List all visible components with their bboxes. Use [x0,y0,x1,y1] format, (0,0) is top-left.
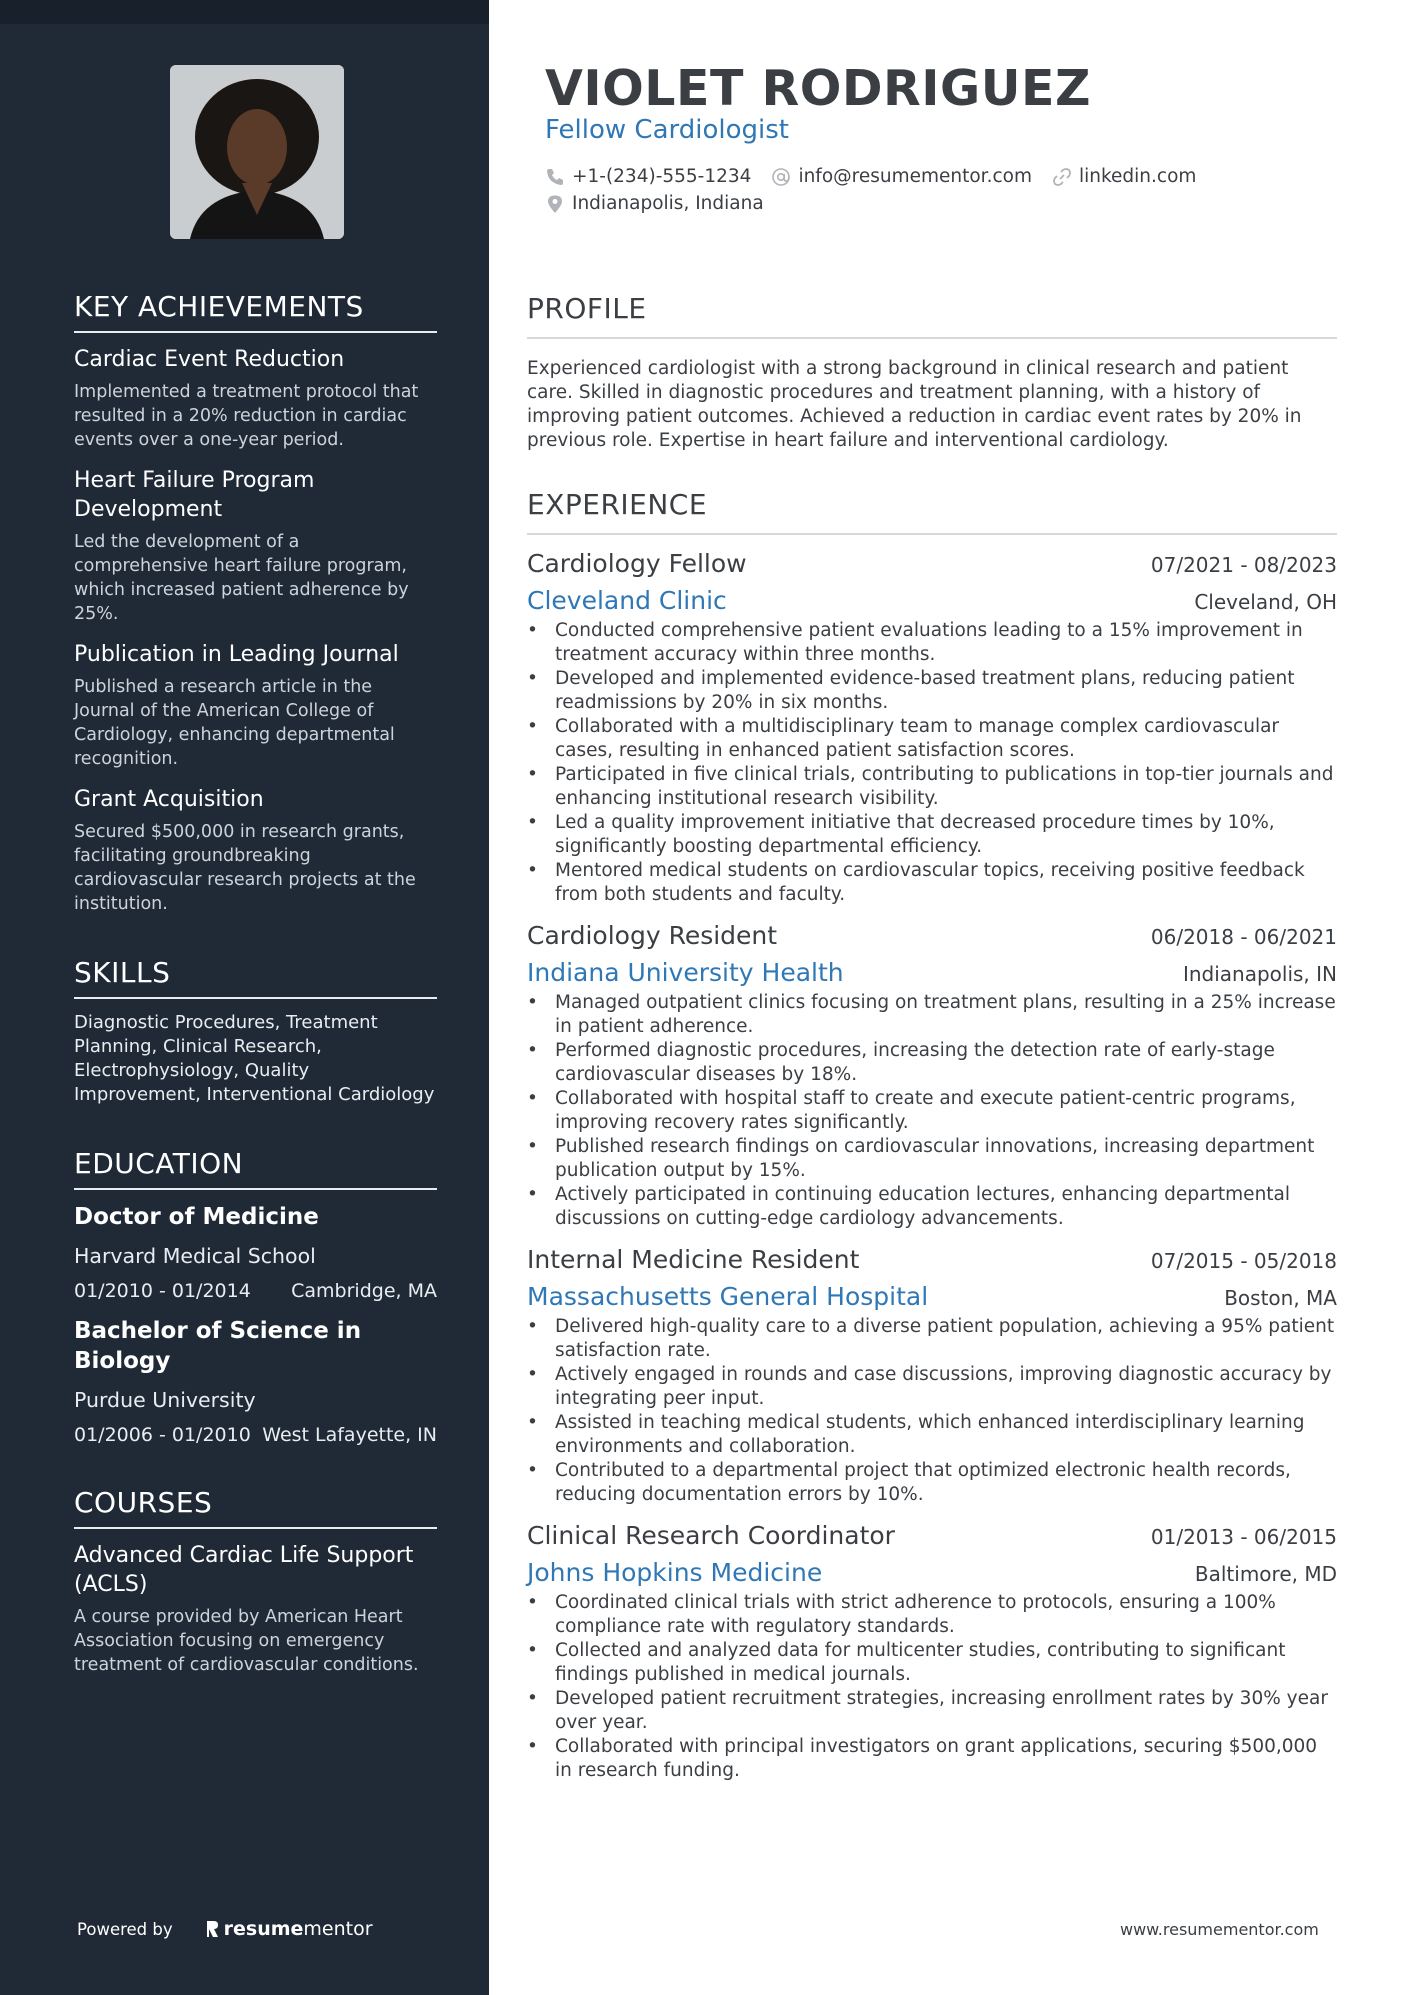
achievement-title: Grant Acquisition [74,787,264,812]
job-bullets [527,991,1337,1231]
job-location: Boston, MA [1224,1286,1337,1310]
job-bullet: • Published research findings on cardiovascular innovations, increasing department publication output by 15%. [527,1135,1337,1183]
education-location: Cambridge, MA [291,1280,437,1302]
job-bullet: • Managed outpatient clinics focusing on treatment plans, resulting in a 25% increase in patient adherence. [527,991,1337,1039]
avatar-icon [170,65,344,239]
courses-heading: COURSES [74,1486,437,1529]
job-bullet: • Collaborated with principal investigators on grant applications, securing $500,000 in research funding. [527,1735,1337,1783]
contact-location [545,193,764,214]
job-bullet: • Contributed to a departmental project that optimized electronic health records, reducing documentation errors by 10%. [527,1459,1337,1507]
achievement-item [74,785,437,916]
job-role: Clinical Research Coordinator [527,1521,895,1550]
education-item [74,1316,437,1446]
achievement-desc: Implemented a treatment protocol that resulted in a 20% reduction in cardiac events over a one-year period. [74,382,419,450]
contact-info [545,163,1325,217]
at-icon [771,167,791,187]
link-icon [1052,167,1072,187]
brand-logo[interactable] [205,1918,373,1940]
job-organization: Indiana University Health [527,958,844,987]
experience-heading: EXPERIENCE [527,488,1337,535]
job-dates: 07/2021 - 08/2023 [1150,553,1337,577]
achievement-title: Cardiac Event Reduction [74,347,345,372]
job-bullet: • Performed diagnostic procedures, increasing the detection rate of early-stage cardiovascular diseases by 18%. [527,1039,1337,1087]
job-location: Cleveland, OH [1194,590,1337,614]
candidate-name: VIOLET RODRIGUEZ [545,60,1092,117]
profile-section [527,292,1337,453]
job-organization: Cleveland Clinic [527,586,727,615]
job-bullet: • Assisted in teaching medical students, which enhanced interdisciplinary learning environments and collaboration. [527,1411,1337,1459]
education-degree: Doctor of Medicine [74,1204,319,1230]
profile-text: Experienced cardiologist with a strong background in clinical research and patient care. Skilled in diagnostic procedures and treatment planning, with a history of improving patient outcomes. Achieved a reduction in cardiac event rates by 20% in previous role. Expertise in heart failure and interventional cardiology. [527,358,1302,451]
job-entry [527,1245,1337,1507]
job-bullets [527,619,1337,907]
contact-phone[interactable] [545,166,751,187]
job-entry [527,549,1337,907]
achievements-section [74,290,437,916]
job-entry [527,921,1337,1231]
job-bullet: • Coordinated clinical trials with strict adherence to protocols, ensuring a 100% compliance rate with regulatory standards. [527,1591,1337,1639]
achievement-title: Publication in Leading Journal [74,642,399,667]
job-bullets [527,1591,1337,1783]
job-role: Cardiology Fellow [527,549,747,578]
education-school: Harvard Medical School [74,1244,316,1268]
job-bullet: • Participated in five clinical trials, contributing to publications in top-tier journals and enhancing institutional research visibility. [527,763,1337,811]
education-degree: Bachelor of Science in Biology [74,1318,362,1374]
education-location: West Lafayette, IN [262,1424,437,1446]
education-section [74,1147,437,1446]
job-bullet: • Collaborated with a multidisciplinary team to manage complex cardiovascular cases, resulting in enhanced patient satisfaction scores. [527,715,1337,763]
skills-heading: SKILLS [74,956,437,999]
phone-text: +1-(234)-555-1234 [572,166,752,187]
course-title: Advanced Cardiac Life Support (ACLS) [74,1543,414,1597]
experience-section [527,488,1337,1783]
achievement-desc: Secured $500,000 in research grants, facilitating groundbreaking cardiovascular research projects at the institution. [74,822,416,914]
job-bullets [527,1315,1337,1507]
skills-list: Diagnostic Procedures, Treatment Planning, Clinical Research, Electrophysiology, Quality Improvement, Interventional Cardiology [74,1012,435,1105]
profile-heading: PROFILE [527,292,1337,339]
skills-section [74,956,437,1107]
achievement-item [74,640,437,771]
achievements-heading: KEY ACHIEVEMENTS [74,290,437,333]
location-pin-icon [545,194,565,214]
brand-name-bold: resume [223,1918,304,1940]
job-bullet: • Conducted comprehensive patient evaluations leading to a 15% improvement in treatment accuracy within three months. [527,619,1337,667]
job-bullet: • Collected and analyzed data for multicenter studies, contributing to significant findings published in medical journals. [527,1639,1337,1687]
achievement-desc: Led the development of a comprehensive heart failure program, which increased patient adherence by 25%. [74,532,409,624]
achievement-title: Heart Failure Program Development [74,468,315,522]
courses-section [74,1486,437,1677]
achievement-item [74,466,437,626]
education-heading: EDUCATION [74,1147,437,1190]
sidebar [0,0,489,1995]
profile-photo [170,65,344,239]
brand-mark-icon [205,1919,219,1939]
job-location: Baltimore, MD [1194,1562,1337,1586]
job-bullet: • Mentored medical students on cardiovascular topics, receiving positive feedback from both students and faculty. [527,859,1337,907]
candidate-title: Fellow Cardiologist [545,115,789,145]
powered-by-label: Powered by [77,1919,173,1939]
education-item [74,1202,437,1302]
phone-icon [545,167,565,187]
job-role: Cardiology Resident [527,921,778,950]
job-bullet: • Actively engaged in rounds and case discussions, improving diagnostic accuracy by integrating peer input. [527,1363,1337,1411]
job-dates: 01/2013 - 06/2015 [1150,1525,1337,1549]
sidebar-top-strip [0,0,489,24]
job-bullet: • Actively participated in continuing education lectures, enhancing departmental discussions on cutting-edge cardiology advancements. [527,1183,1337,1231]
job-dates: 06/2018 - 06/2021 [1150,925,1337,949]
job-organization: Massachusetts General Hospital [527,1282,929,1311]
footer-website-link[interactable]: www.resumementor.com [1120,1920,1319,1939]
job-location: Indianapolis, IN [1182,962,1337,986]
course-desc: A course provided by American Heart Association focusing on emergency treatment of cardiovascular conditions. [74,1607,419,1675]
job-bullet: • Developed and implemented evidence-based treatment plans, reducing patient readmissions by 20% in six months. [527,667,1337,715]
email-text: info@resumementor.com [798,166,1032,187]
job-dates: 07/2015 - 05/2018 [1150,1249,1337,1273]
linkedin-text: linkedin.com [1078,166,1197,187]
job-bullet: • Led a quality improvement initiative that decreased procedure times by 10%, significantly boosting departmental efficiency. [527,811,1337,859]
powered-by [77,1918,373,1940]
contact-email[interactable] [771,166,1032,187]
education-dates: 01/2006 - 01/2010 [74,1424,251,1446]
job-role: Internal Medicine Resident [527,1245,860,1274]
achievement-desc: Published a research article in the Journal of the American College of Cardiology, enhancing departmental recognition. [74,677,395,769]
brand-name-light: mentor [303,1918,373,1940]
education-school: Purdue University [74,1388,256,1412]
education-dates: 01/2010 - 01/2014 [74,1280,251,1302]
contact-linkedin[interactable] [1052,166,1196,187]
job-organization: Johns Hopkins Medicine [527,1558,823,1587]
job-bullet: • Collaborated with hospital staff to create and execute patient-centric programs, improving recovery rates significantly. [527,1087,1337,1135]
job-entry [527,1521,1337,1783]
job-bullet: • Delivered high-quality care to a diverse patient population, achieving a 95% patient satisfaction rate. [527,1315,1337,1363]
achievement-item [74,345,437,452]
job-bullet: • Developed patient recruitment strategies, increasing enrollment rates by 30% year over year. [527,1687,1337,1735]
location-text: Indianapolis, Indiana [572,193,764,214]
